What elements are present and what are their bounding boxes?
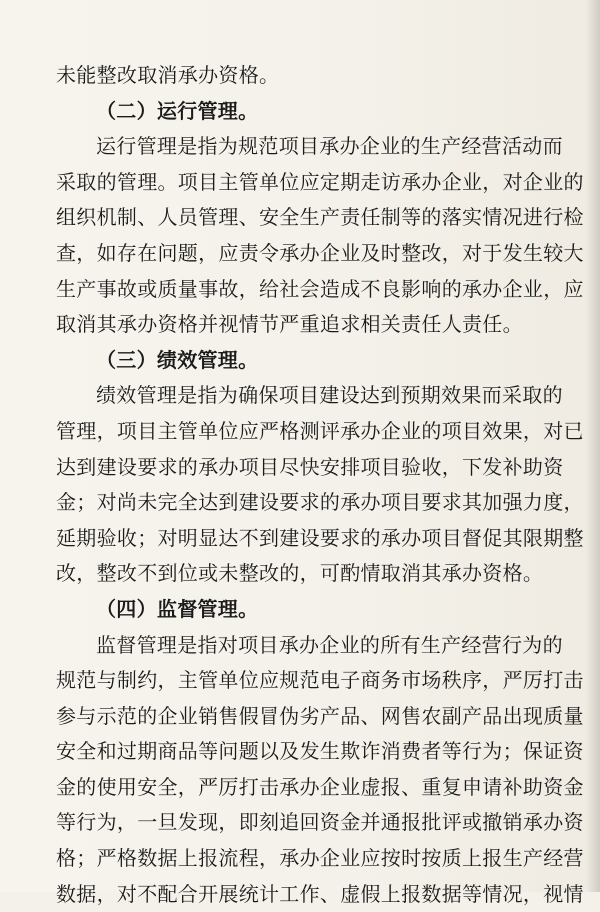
text-line: 达到建设要求的承办项目尽快安排项目验收，下发补助资 <box>56 454 564 479</box>
text-line: 查，如存在问题，应责令承办企业及时整改，对于发生较大 <box>56 240 584 265</box>
text-line: 管理，项目主管单位应严格测评承办企业的项目效果，对已 <box>56 418 584 443</box>
text-line: 运行管理是指为规范项目承办企业的生产经营活动而 <box>96 134 563 159</box>
section-heading: （四）监督管理。 <box>96 596 259 621</box>
section-heading: （三）绩效管理。 <box>96 347 259 372</box>
text-line: 参与示范的企业销售假冒伪劣产品、网售农副产品出现质量 <box>56 703 584 728</box>
text-line: 未能整改取消承办资格。 <box>56 63 280 87</box>
text-line: 组织机制、人员管理、安全生产责任制等的落实情况进行检 <box>56 205 584 230</box>
text-line: 格；严格数据上报流程，承办企业应按时按质上报生产经营 <box>56 846 584 871</box>
page-edge-shadow <box>586 0 600 892</box>
document-body <box>56 58 584 912</box>
text-line: 安全和过期商品等问题以及发生欺诈消费者等行为；保证资 <box>56 739 584 764</box>
text-line: 采取的管理。项目主管单位应定期走访承办企业，对企业的 <box>56 169 584 194</box>
text-line: 改，整改不到位或未整改的，可酌情取消其承办资格。 <box>56 561 544 586</box>
text-line: 延期验收；对明显达不到建设要求的承办项目督促其限期整 <box>56 525 584 550</box>
text-line: 金的使用安全，严厉打击承办企业虚报、重复申请补助资金 <box>56 774 584 799</box>
text-line: 生产事故或质量事故，给社会造成不良影响的承办企业，应 <box>56 276 584 301</box>
text-line: 监督管理是指对项目承办企业的所有生产经营行为的 <box>96 632 563 657</box>
text-line: 数据，对不配合开展统计工作、虚假上报数据等情况，视情 <box>56 881 584 906</box>
text-line: 等行为，一旦发现，即刻追回资金并通报批评或撤销承办资 <box>56 810 584 835</box>
text-line: 规范与制约，主管单位应规范电子商务市场秩序，严厉打击 <box>56 668 584 693</box>
text-line: 取消其承办资格并视情节严重追求相关责任人责任。 <box>56 312 523 337</box>
text-line: 绩效管理是指为确保项目建设达到预期效果而采取的 <box>96 383 563 408</box>
section-heading: （二）运行管理。 <box>96 98 259 123</box>
text-line: 金；对尚未完全达到建设要求的承办项目要求其加强力度， <box>56 490 584 515</box>
